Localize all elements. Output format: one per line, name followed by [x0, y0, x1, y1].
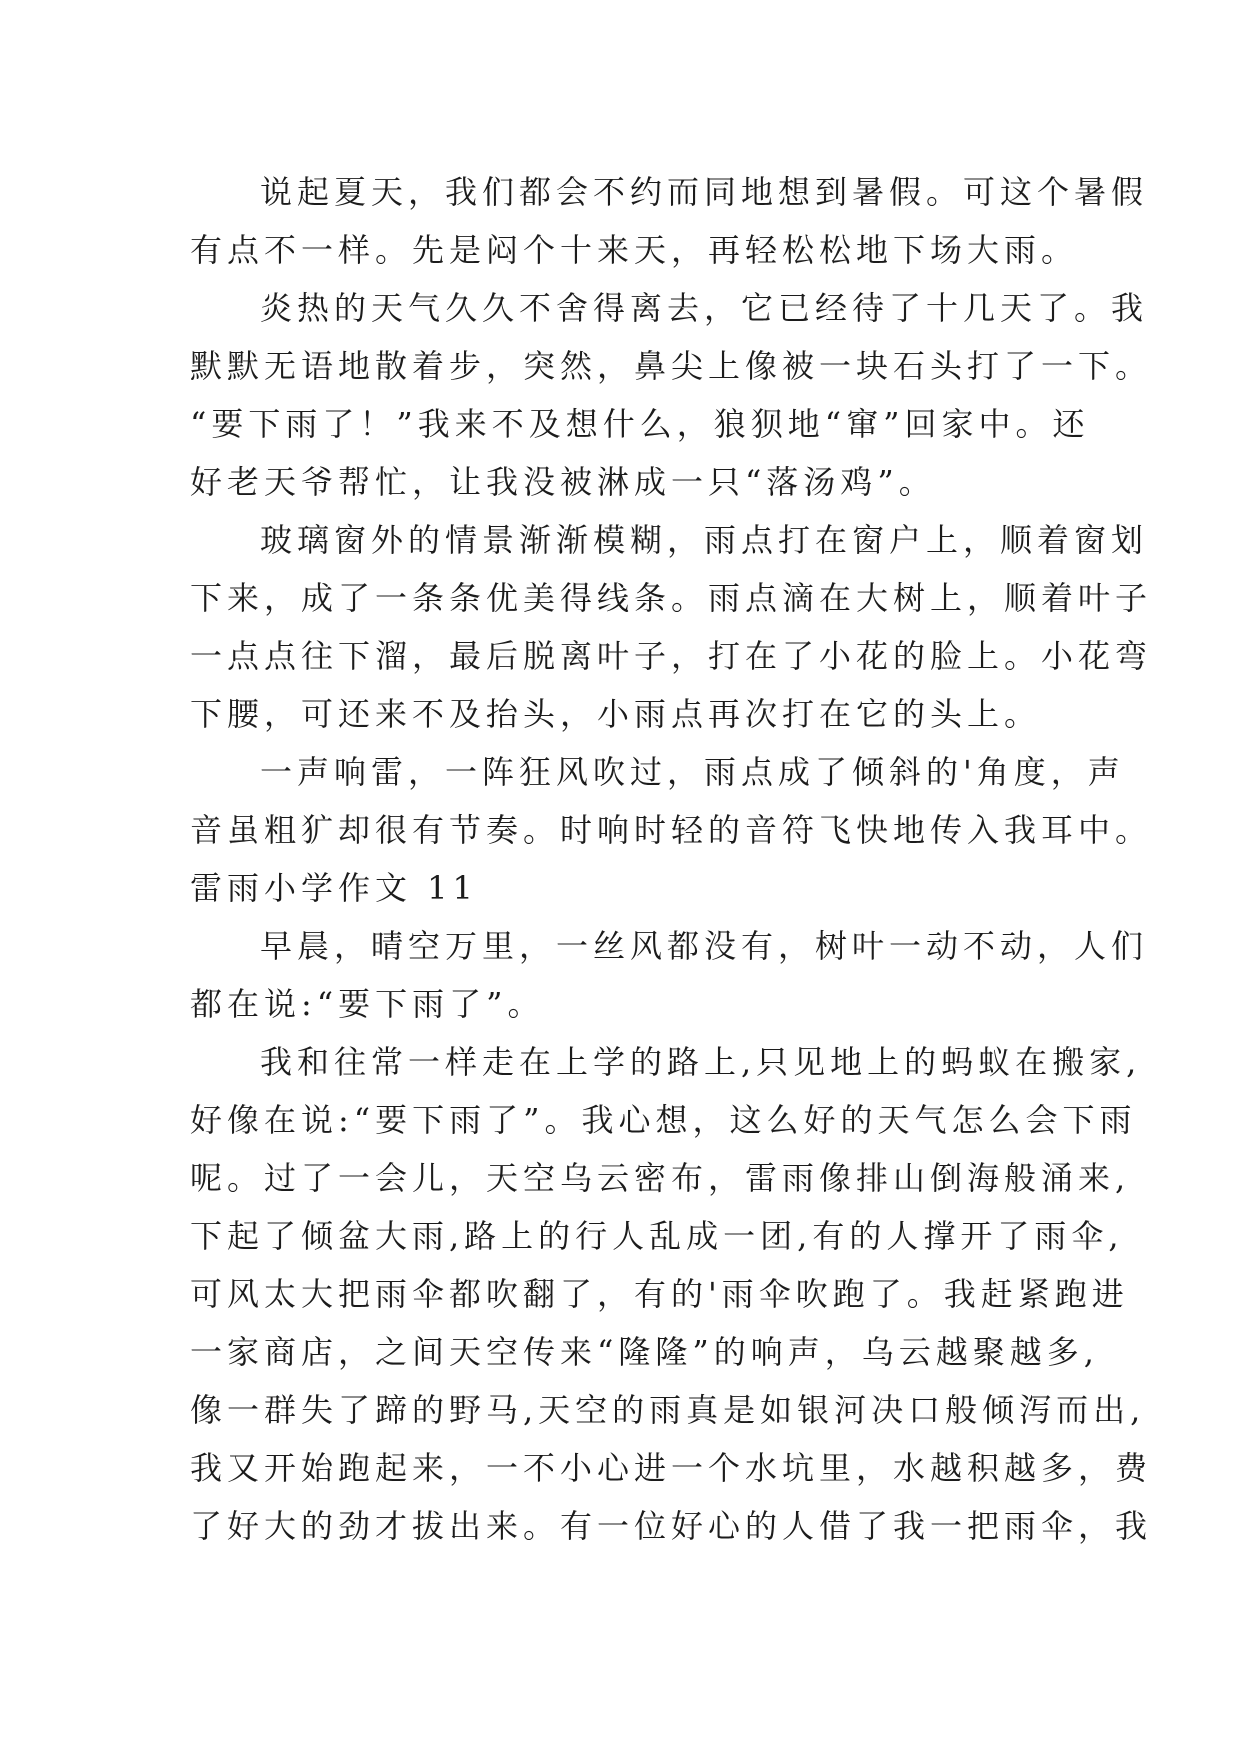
- paragraph-3-line-3: 一点点往下溜，最后脱离叶子，打在了小花的脸上。小花弯: [190, 637, 1153, 675]
- paragraph-6-line-6: 一家商店，之间天空传来“隆隆”的响声，乌云越聚越多,: [190, 1333, 1099, 1371]
- paragraph-5-line-2: 都在说:“要下雨了”。: [190, 985, 545, 1023]
- paragraph-6-line-3: 呢。过了一会儿，天空乌云密布，雷雨像排山倒海般涌来,: [190, 1159, 1131, 1197]
- section-title: 雷雨小学作文 11: [190, 869, 478, 907]
- paragraph-2-line-3: “要下雨了！”我来不及想什么，狼狈地“窜”回家中。还: [190, 405, 1090, 443]
- paragraph-6-line-8: 我又开始跑起来，一不小心进一个水坑里，水越积越多，费: [190, 1449, 1153, 1487]
- paragraph-2-line-1: 炎热的天气久久不舍得离去，它已经待了十几天了。我: [260, 289, 1149, 327]
- paragraph-2-line-4: 好老天爷帮忙，让我没被淋成一只“落汤鸡”。: [190, 463, 936, 501]
- paragraph-6-line-4: 下起了倾盆大雨,路上的行人乱成一团,有的人撑开了雨伞,: [190, 1217, 1124, 1255]
- article-body: [190, 163, 1153, 1555]
- paragraph-3-line-1: 玻璃窗外的情景渐渐模糊，雨点打在窗户上，顺着窗划: [260, 521, 1149, 559]
- paragraph-4-line-2: 音虽粗犷却很有节奏。时响时轻的音符飞快地传入我耳中。: [190, 811, 1153, 849]
- paragraph-6-line-5: 可风太大把雨伞都吹翻了，有的'雨伞吹跑了。我赶紧跑进: [190, 1275, 1129, 1313]
- paragraph-1-line-1: 说起夏天，我们都会不约而同地想到暑假。可这个暑假: [260, 173, 1149, 211]
- paragraph-6-line-2: 好像在说:“要下雨了”。我心想，这么好的天气怎么会下雨: [190, 1101, 1137, 1139]
- paragraph-6-line-7: 像一群失了蹄的野马,天空的雨真是如银河决口般倾泻而出,: [190, 1391, 1146, 1429]
- paragraph-4-line-1: 一声响雷，一阵狂风吹过，雨点成了倾斜的'角度，声: [260, 753, 1125, 791]
- paragraph-3-line-2: 下来，成了一条条优美得线条。雨点滴在大树上，顺着叶子: [190, 579, 1153, 617]
- paragraph-6-line-9: 了好大的劲才拔出来。有一位好心的人借了我一把雨伞，我: [190, 1507, 1153, 1545]
- paragraph-3-line-4: 下腰，可还来不及抬头，小雨点再次打在它的头上。: [190, 695, 1042, 733]
- paragraph-2-line-2: 默默无语地散着步，突然，鼻尖上像被一块石头打了一下。: [190, 347, 1153, 385]
- paragraph-5-line-1: 早晨，晴空万里，一丝风都没有，树叶一动不动，人们: [260, 927, 1149, 965]
- paragraph-6-line-1: 我和往常一样走在上学的路上,只见地上的蚂蚁在搬家,: [260, 1043, 1142, 1081]
- paragraph-1-line-2: 有点不一样。先是闷个十来天，再轻松松地下场大雨。: [190, 231, 1079, 269]
